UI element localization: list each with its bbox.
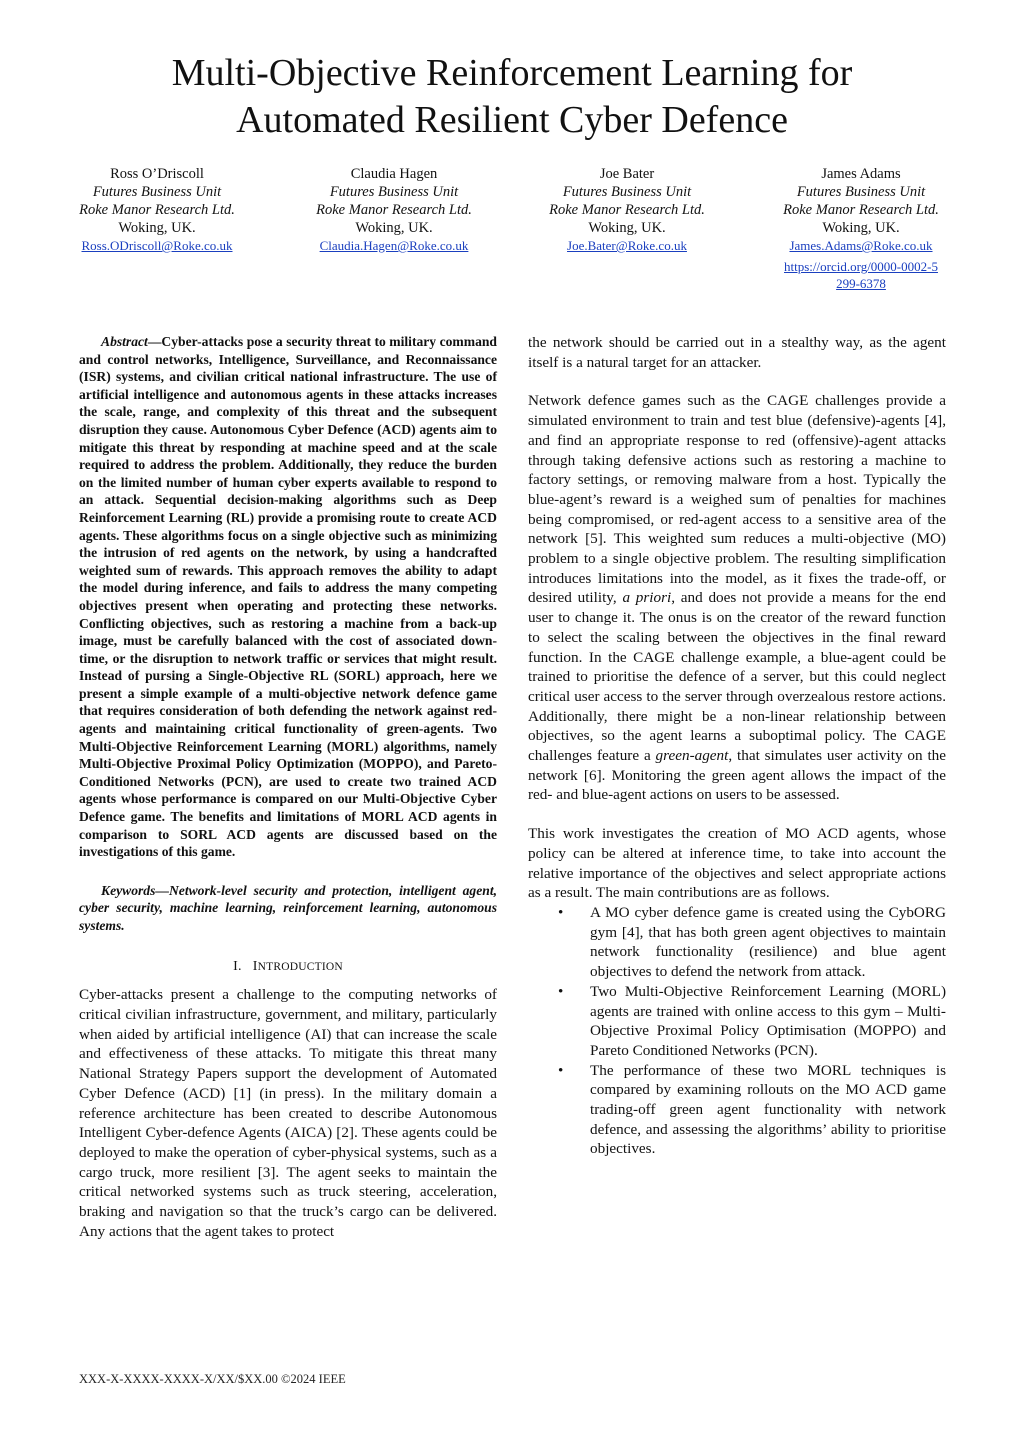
author-organization: Roke Manor Research Ltd. [316,202,472,218]
list-item [528,903,946,982]
paper-title [60,50,964,144]
list-item-text: The performance of these two MORL techniques is compared by examining rollouts on the MO ACD game trading-off green agent functionality with network defence, and assessing the algorithms’ ability to prioritise objectives. [590,1061,946,1158]
section-title-initial: I [252,958,258,974]
right-column [528,333,946,1159]
author-name: Claudia Hagen [350,166,438,182]
text-segment: , and does not provide a means for the end user to change it. The onus is on the creator of the reward function to select the scaling between the objectives in the final reward function. In the CAGE challenge example, a blue-agent could be trained to prioritise the defence of a server, but this could neglect critical user access to the server through overzealous restore actions. Additionally, there might be a non-linear relationship between objectives, so the agent learns a suboptimal policy. The CAGE challenges feature a [528,589,946,765]
body-paragraph-contributions: This work investigates the creation of MO ACD agents, whose policy can be altered at inference time, to take into account the relative importance of the objectives and select appropriate actions as a result. The main contributions are as follows. [528,825,946,902]
author-unit: Futures Business Unit [796,184,926,200]
author-card [40,165,274,254]
text-segment: Network defence games such as the CAGE challenges provide a simulated environment to train and test blue (defensive)-agents [4], and find an appropriate response to red (offensive)-agent attacks through taking defensive actions such as restoring a machine to factory settings, or removing malware from a host. Typically the blue-agent’s reward is a weighed sum of penalties for machines being compromised, or red-agent access to a sensitive area of the network [5]. This weighted sum reduces a multi-objective (MO) problem to a single objective problem. The resulting simplification introduces limitations into the model, as it fixes the trade-off, or desired utility, [528,392,946,607]
list-item [528,982,946,1061]
copyright-footer: XXX-X-XXXX-XXXX-X/XX/$XX.00 ©2024 IEEE [79,1372,346,1386]
author-email-link[interactable]: James.Adams@Roke.co.uk [789,238,933,253]
left-column [79,333,497,1241]
section-numeral: I. [233,958,242,974]
title-line-2: Automated Resilient Cyber Defence [236,99,788,141]
author-orcid-link[interactable]: https://orcid.org/0000-0002-5299-6378 [784,259,938,291]
author-card [277,165,511,254]
italic-term: green-agent [655,747,729,765]
author-name: Ross O’Driscoll [110,166,204,182]
abstract-text: —Cyber-attacks pose a security threat to military command and control networks, Intelligence, Surveillance, and Reconnaissance (ISR) systems, and civilian critical national infrastructure. The use of artificial intelligence and autonomous agents in these attacks increases the scale, range, and complexity of this threat and the subsequent disruption they cause. Autonomous Cyber Defence (ACD) agents aim to mitigate this threat by responding at machine speed and at the scale required to address the problem. Additionally, they reduce the burden on the limited number of human cyber experts available to respond to an attack. Sequential decision-making algorithms such as Deep Reinforcement Learning (RL) provide a promising route to create ACD agents. These algorithms focus on a single objective such as minimizing the intrusion of red agents on the network, by using a handcrafted weighted sum of rewards. This approach removes the ability to adapt the model during inference, and fails to address the many competing objectives present when operating and protecting these networks. Conflicting objectives, such as restoring a machine from a back-up image, must be carefully balanced with the cost of associated down-time, or the disruption to network traffic or services that might result. Instead of pursing a Single-Objective RL (SORL) approach, here we present a simple example of a multi-objective network defence game that requires consideration of both defending the network against red-agents and maintaining critical functionality of green-agents. Two Multi-Objective Reinforcement Learning (MORL) algorithms, namely Multi-Objective Proximal Policy Optimization (MOPPO), and Pareto-Conditioned Networks (PCN), are used to create two trained ACD agents whose performance is compared on our Multi-Objective Cyber Defence game. The benefits and limitations of MORL ACD agents in comparison to SORL ACD agents are discussed based on the investigations of this game. [79,334,497,860]
list-item [528,1061,946,1160]
abstract-label: Abstract [101,334,148,349]
body-paragraph-cage [528,391,946,805]
author-location: Woking, UK. [355,220,433,236]
author-email-link[interactable]: Claudia.Hagen@Roke.co.uk [319,238,469,253]
title-line-1: Multi-Objective Reinforcement Learning for [171,52,853,94]
italic-term: a priori [622,589,672,607]
author-organization: Roke Manor Research Ltd. [79,202,235,218]
bullet-icon: • [558,903,564,921]
section-heading-introduction [79,957,497,978]
contribution-list [528,903,946,1159]
keywords: Keywords—Network-level security and protection, intelligent agent, cyber security, machine learning, reinforcement learning, autonomous systems. [79,882,497,933]
bullet-icon: • [558,1061,564,1079]
author-name: James Adams [821,166,901,182]
author-email-link[interactable]: Ross.ODriscoll@Roke.co.uk [81,238,233,253]
list-item-text: A MO cyber defence game is created using the CybORG gym [4], that has both green agent objectives to maintain network functionality (resilience) and blue agent objectives to defend the network from attack. [590,903,946,981]
author-card [510,165,744,254]
author-unit: Futures Business Unit [329,184,459,200]
bullet-icon: • [558,982,564,1000]
list-item-text: Two Multi-Objective Reinforcement Learning (MORL) agents are trained with online access to this gym – Multi-Objective Proximal Policy Optimisation (MOPPO) and Pareto Conditioned Networks (PCN). [590,982,946,1059]
author-location: Woking, UK. [822,220,900,236]
author-unit: Futures Business Unit [92,184,222,200]
body-paragraph: the network should be carried out in a stealthy way, as the agent itself is a natural target for an attacker. [528,334,946,371]
author-location: Woking, UK. [588,220,666,236]
section-title-rest: NTRODUCTION [257,960,343,973]
author-organization: Roke Manor Research Ltd. [783,202,939,218]
text-segment: , that simulates user activity on the network [6]. Monitoring the green agent allows the impact of the red- and blue-agent actions on users to be assessed. [528,747,946,804]
author-name: Joe Bater [599,166,655,182]
author-email-link[interactable]: Joe.Bater@Roke.co.uk [567,238,687,253]
author-organization: Roke Manor Research Ltd. [549,202,705,218]
abstract [79,333,497,861]
author-location: Woking, UK. [118,220,196,236]
intro-paragraph: Cyber-attacks present a challenge to the computing networks of critical civilian infrastructure, government, and military, particularly when aided by artificial intelligence (AI) that can increase the scale and effectiveness of these attacks. To mitigate this threat many National Strategy Papers support the development of Automated Cyber Defence (ACD) [1] (in press). In the military domain a reference architecture has been created to describe Autonomous Intelligent Cyber-defence Agents (AICA) [2]. These agents could be deployed to make the operation of cyber-physical systems, such as a cargo truck, more resilient [3]. The agent seeks to maintain the critical networked systems such as truck steering, acceleration, braking and navigation so that the truck’s cargo can be delivered. Any actions that the agent takes to protect [79,986,497,1240]
author-card [744,165,978,292]
author-unit: Futures Business Unit [562,184,692,200]
